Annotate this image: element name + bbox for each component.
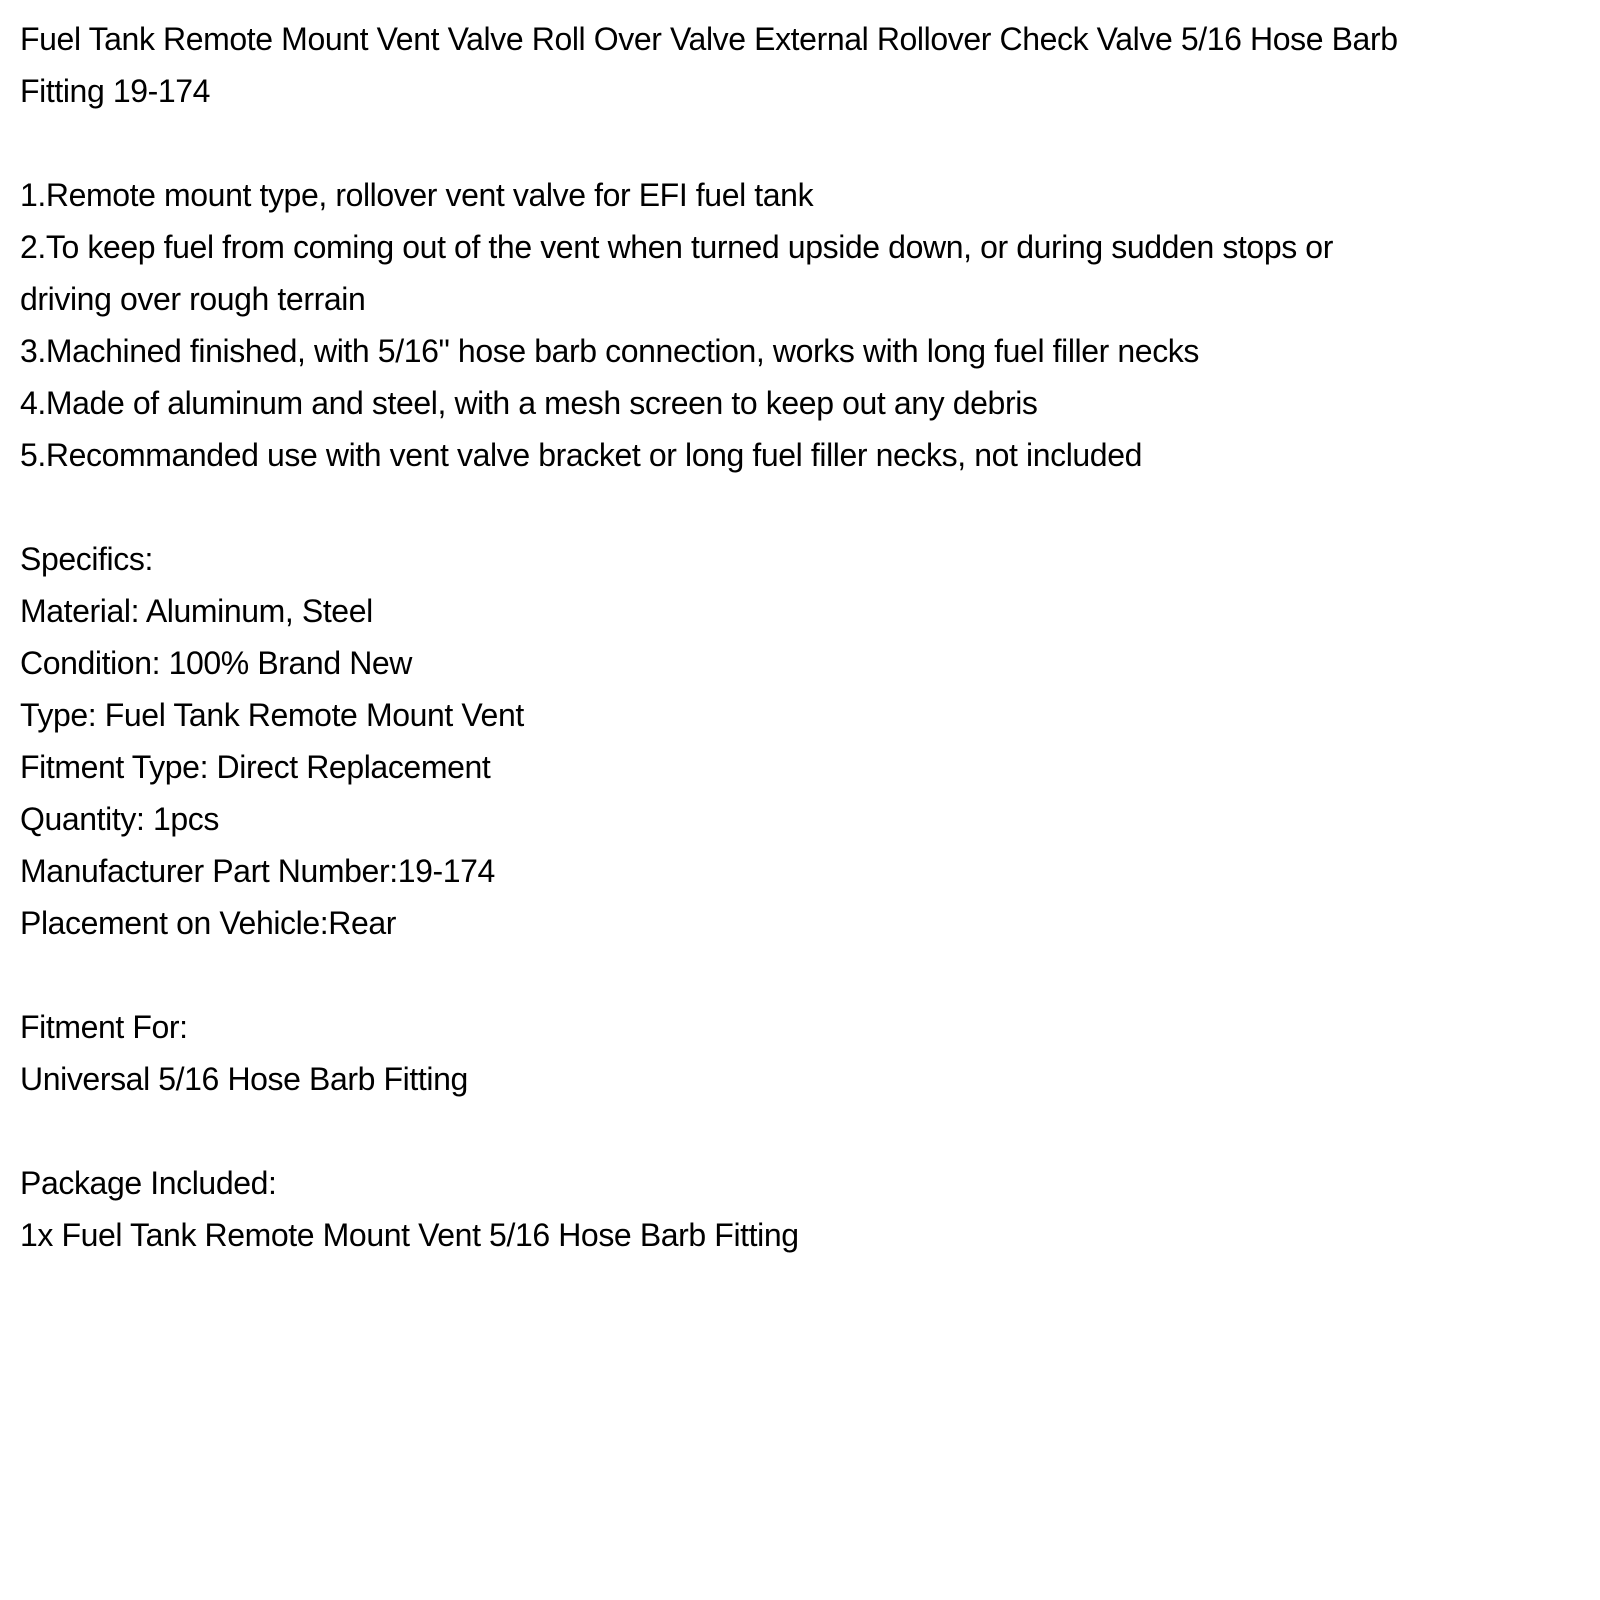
text-line: Fitment Type: Direct Replacement [20, 749, 491, 785]
text-line: 1.Remote mount type, rollover vent valve for EFI fuel tank [20, 177, 814, 213]
text-line: Material: Aluminum, Steel [20, 593, 373, 629]
text-line: 2.To keep fuel from coming out of the vent when turned upside down, or during sudden stops or [20, 229, 1333, 265]
text-line: Type: Fuel Tank Remote Mount Vent [20, 697, 524, 733]
specifics-section [20, 533, 1580, 949]
package-section [20, 1157, 1580, 1261]
text-line: Specifics: [20, 541, 153, 577]
text-line: Manufacturer Part Number:19-174 [20, 853, 495, 889]
text-line: Universal 5/16 Hose Barb Fitting [20, 1061, 468, 1097]
text-line: Condition: 100% Brand New [20, 645, 413, 681]
text-line: Fitment For: [20, 1009, 188, 1045]
text-line: Fitting 19-174 [20, 73, 211, 109]
text-line: Package Included: [20, 1165, 277, 1201]
text-line: driving over rough terrain [20, 281, 366, 317]
text-line: Quantity: 1pcs [20, 801, 219, 837]
text-line: 5.Recommanded use with vent valve bracket or long fuel filler necks, not included [20, 437, 1142, 473]
text-line: 1x Fuel Tank Remote Mount Vent 5/16 Hose Barb Fitting [20, 1217, 799, 1253]
fitment-section [20, 1001, 1580, 1105]
text-line: 4.Made of aluminum and steel, with a mesh screen to keep out any debris [20, 385, 1038, 421]
text-line: Fuel Tank Remote Mount Vent Valve Roll Over Valve External Rollover Check Valve 5/16 Hose Barb [20, 21, 1398, 57]
feature-list [20, 169, 1580, 481]
text-line: 3.Machined finished, with 5/16" hose barb connection, works with long fuel filler necks [20, 333, 1199, 369]
product-title [20, 13, 1580, 117]
text-line: Placement on Vehicle:Rear [20, 905, 397, 941]
